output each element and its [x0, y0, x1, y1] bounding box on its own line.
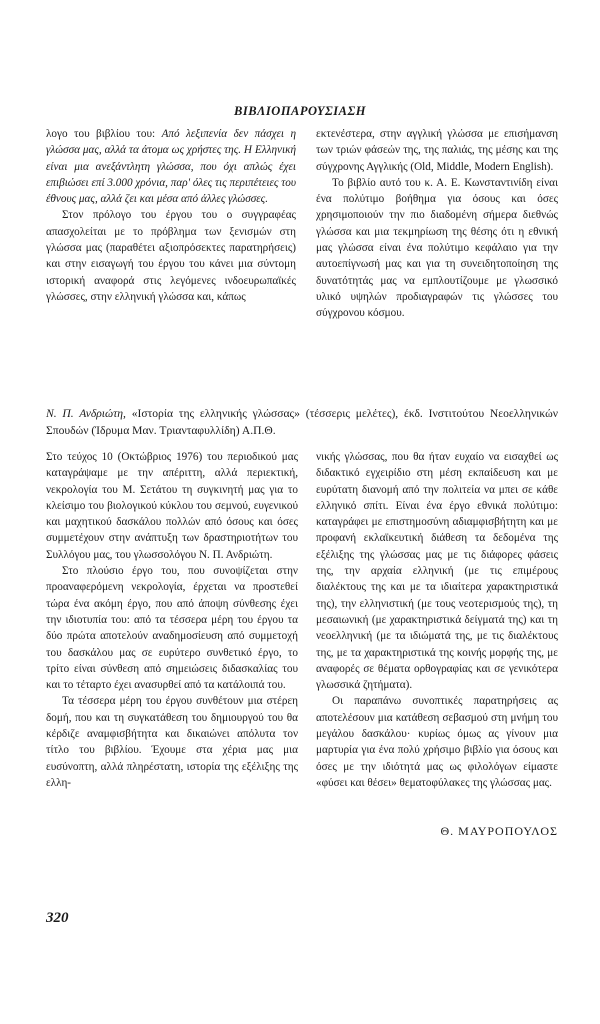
- text-run: Στο τεύχος 10 (Οκτώβριος 1976) του περιοδικού μας καταγράψαμε με την απέριττη, αλλά περιεκτική, νεκρολογία του Μ. Σετάτου τη συγκινητή μας για το κλείσιμο του βιολογικού κύκλου του σεμνού, ευγενικού και μαχητικού δασκάλου πολλών από όσους και όσες συμμετέχουν στην ανάπτυξη των δραστηριοτήτων του Συλλόγου μας, του γλωσσολόγου Ν. Π. Ανδριώτη.: [46, 451, 298, 561]
- text-run: Το βιβλίο αυτό του κ. Α. Ε. Κωνσταντινίδη είναι ένα πολύτιμο βοήθημα για όσους και όσες χρησιμοποιούν την πιο διαδομένη σήμερα διεθνώς γλώσσα και μια τεκμηρίωση της θέσης ότι η εθνική μας γλώσσα είναι ένα πολύτιμο κεφάλαιο για την αυτοεπίγνωσή μας και για τη συνειδητοποίηση της δυνατότητάς μας να εμπλουτίζουμε με γλωσσικό υλικό υψηλών προδιαγραφών τις γλώσσες του σύγχρονου κόσμου.: [316, 176, 558, 320]
- text-run: Τα τέσσερα μέρη του έργου συνθέτουν μια στέρεη δομή, που και τη συγκατάθεση του δημιουργού του θα κέρδιζε αναμφισβήτητα και δικαιώνει απόλυτα τον τίτλο του βιβλίου. Έχουμε στα χέρια μας μια ευσύνοπτη, αλλά πληρέστατη, ιστορία της εξέλιξης της ελλη-: [46, 695, 298, 789]
- review2-column-left: [46, 449, 298, 791]
- text-run: Στο πλούσιο έργο του, που συνοψίζεται στην προαναφερόμενη νεκρολογία, έρχεται να προστεθεί τώρα ένα ακόμη έργο, που από άποψη σύνθεσης έχει την ιδιοτυπία του: από τα τέσσερα μέρη του έργου τα δύο πρώτα αποτελούν αναδημοσίευση από συμμετοχή του δασκάλου μας σε ευρύτερο συνθετικό έργο, το τρίτο είναι σύνθεση από σημειώσεις διδασκαλίας του και το τέταρτο έχει ανασυρθεί από τα κατάλοιπά του.: [46, 565, 298, 692]
- paragraph: [316, 126, 558, 175]
- paragraph: [46, 693, 298, 791]
- paragraph: [46, 563, 298, 693]
- review2-column-right: [316, 449, 558, 791]
- italic-text-run: Από λεξιπενία δεν πάσχει η γλώσσα μας, αλλά τα άτομα ως χρήστες της. Η Ελληνική είναι μια ανεξάντλητη γλώσσα, που όχι απλώς έχει επιβιώσει επί 3.000 χρόνια, παρ' όλες τις περιπέτειες του έθνους μας, αλλά ζει και μέσα από άλλες γλώσσες.: [46, 128, 296, 206]
- text-run: Οι παραπάνω συνοπτικές παρατηρήσεις ας αποτελέσουν μια κατάθεση σεβασμού στη μνήμη του μεγάλου δασκάλου· κυρίως όμως ας γίνουν μια μαρτυρία για ένα πολύ χρήσιμο βιβλίο για όσους και όσες με την ιδιότητά μας ως φιλολόγων είμαστε «φύσει και θέσει» θεματοφύλακες της γλώσσας μας.: [316, 695, 558, 789]
- citation-author: Ν. Π. Ανδριώτη,: [46, 407, 126, 420]
- text-run: νικής γλώσσας, που θα ήταν ευχαίο να εισαχθεί ως διδακτικό εγχειρίδιο στη μέση εκπαίδευση και με ευρύτατη διανομή από την πολιτεία να μπει σε κάθε ελληνικό σπίτι. Είναι ένα έργο εθνικά πολύτιμο: καταγράφει με επιστημοσύνη αδιαμφισβήτητη και με προφανή εκλαϊκευτική διάθεση τα δεδομένα της εξέλιξης της γλώσσας μας με τις διάφορες φάσεις της, την αρχαία ελληνική (με τις επιμέρους διαλέκτους της και με τα ιδιαίτερα χαρακτηριστικά της), την ελληνιστική (με τους νεοτερισμούς της), τη μεσαιωνική (με χαρακτηριστικά δείγματά της) και τη νεοελληνική (με τα ιδιώματά της, με τις διαλέκτους της, με τα χαρακτηριστικά της κοινής μορφής της, με αναφορές σε θέματα ορθογραφίας και σε γενικότερα γλωσσικά ζητήματα).: [316, 451, 558, 692]
- review1-column-right: [316, 126, 558, 322]
- review2-citation: [46, 405, 558, 439]
- paragraph: [46, 449, 298, 563]
- paragraph: [46, 126, 296, 207]
- text-run: εκτενέστερα, στην αγγλική γλώσσα με επισήμανση των τριών φάσεών της, της παλιάς, της μέσης και της σύγχρονης Αγγλικής (Old, Middle, Modern English).: [316, 128, 558, 173]
- review1-column-left: [46, 126, 296, 305]
- page-number: 320: [46, 910, 69, 926]
- paragraph: [46, 207, 296, 305]
- citation-details: «Ιστορία της ελληνικής γλώσσας» (τέσσερις μελέτες), έκδ. Ινστιτούτου Νεοελληνικών Σπουδών (Ίδρυμα Μαν. Τριανταφυλλίδη) Α.Π.Θ.: [46, 407, 558, 437]
- reviewer-signature: Θ. ΜΑΥΡΟΠΟΥΛΟΣ: [440, 824, 558, 838]
- text-run: λογο του βιβλίου του:: [46, 128, 162, 140]
- paragraph: [316, 693, 558, 791]
- paragraph: [316, 175, 558, 322]
- text-run: Στον πρόλογο του έργου του ο συγγραφέας απασχολείται με το πρόβλημα των ξενισμών στη γλώσσα μας (παραθέτει αξιοπρόσεκτες παρατηρήσεις) και στην εισαγωγή του έργου του κάνει μια σύντομη ιστορική αναφορά στις λεγόμενες ινδοευρωπαϊκές γλώσσες, στην ελληνική γλώσσα και, κάπως: [46, 209, 296, 303]
- running-head: ΒΙΒΛΙΟΠΑΡΟΥΣΙΑΣΗ: [234, 104, 366, 118]
- paragraph: [316, 449, 558, 693]
